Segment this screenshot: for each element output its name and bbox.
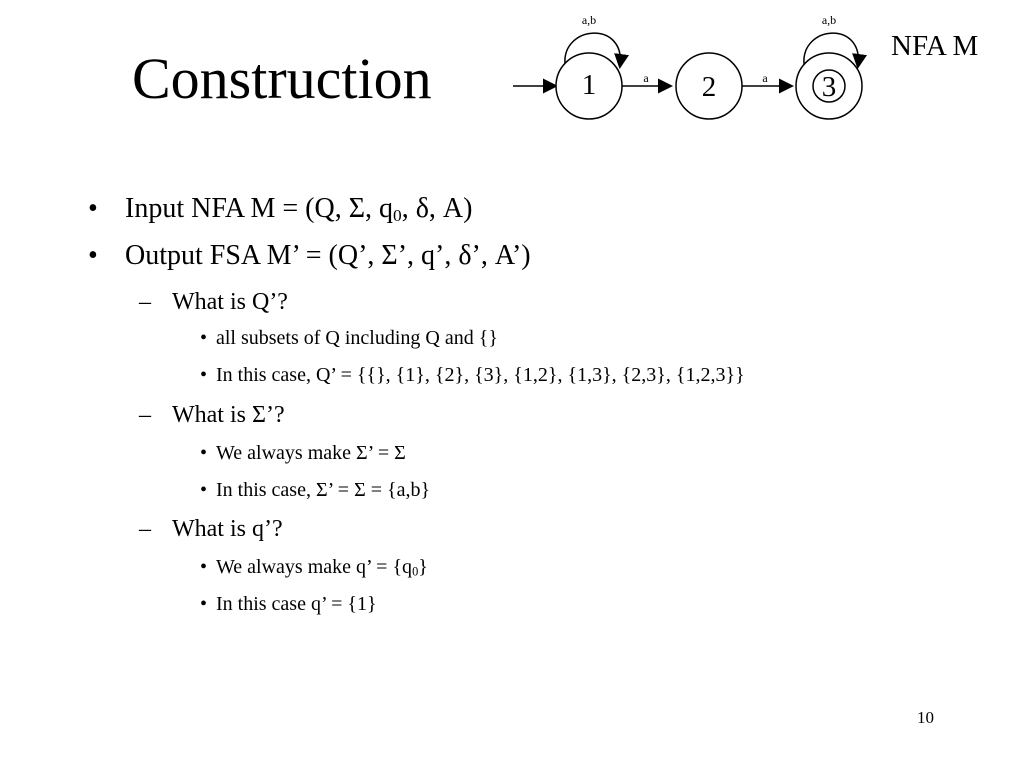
sigma-prime-example: In this case, Σ’ = Σ = {a,b}	[216, 479, 431, 501]
transition-2-3-label: a	[762, 71, 768, 85]
sub-bullet-marker: •	[200, 442, 208, 464]
input-nfa-subscript: 0	[393, 205, 402, 225]
bullet-marker: •	[88, 240, 98, 271]
input-nfa-text-suffix: , δ, A)	[401, 193, 473, 224]
sigma-prime-definition: We always make Σ’ = Σ	[216, 442, 406, 464]
q-start-definition-suffix: }	[418, 556, 428, 578]
question-q-prime: What is Q’?	[172, 289, 288, 315]
state-1-label: 1	[581, 69, 597, 101]
output-fsa-bullet: Output FSA M’ = (Q’, Σ’, q’, δ’, A’)	[125, 240, 531, 271]
sub-bullet-marker: •	[200, 593, 208, 615]
dash-marker: –	[139, 516, 151, 542]
page-number: 10	[917, 708, 934, 727]
dash-marker: –	[139, 402, 151, 428]
sub-bullet-marker: •	[200, 327, 208, 349]
question-q-start: What is q’?	[172, 516, 283, 542]
input-nfa-text-prefix: Input NFA M = (Q, Σ, q	[125, 193, 394, 224]
q-start-definition	[216, 557, 428, 577]
state-3-loop-label: a,b	[821, 13, 837, 27]
sub-bullet-marker: •	[200, 556, 208, 578]
q-prime-example: In this case, Q’ = {{}, {1}, {2}, {3}, {1,2}, {1,3}, {2,3}, {1,2,3}}	[216, 364, 745, 386]
question-sigma-prime: What is Σ’?	[172, 402, 285, 428]
transition-1-2-label: a	[643, 71, 649, 85]
state-2-label: 2	[701, 71, 717, 103]
q-prime-definition: all subsets of Q including Q and {}	[216, 327, 498, 349]
state-1-loop-label: a,b	[581, 13, 597, 27]
sub-bullet-marker: •	[200, 364, 208, 386]
q-start-example: In this case q’ = {1}	[216, 593, 377, 615]
sub-bullet-marker: •	[200, 479, 208, 501]
q-start-definition-prefix: We always make q’ = {q	[216, 556, 413, 578]
bullet-marker: •	[88, 193, 98, 224]
dash-marker: –	[139, 289, 151, 315]
q-start-subscript: 0	[412, 564, 419, 579]
slide-title: Construction	[132, 46, 432, 111]
state-3-label: 3	[821, 71, 837, 103]
input-nfa-bullet	[125, 195, 472, 223]
nfa-label: NFA M	[891, 30, 979, 62]
